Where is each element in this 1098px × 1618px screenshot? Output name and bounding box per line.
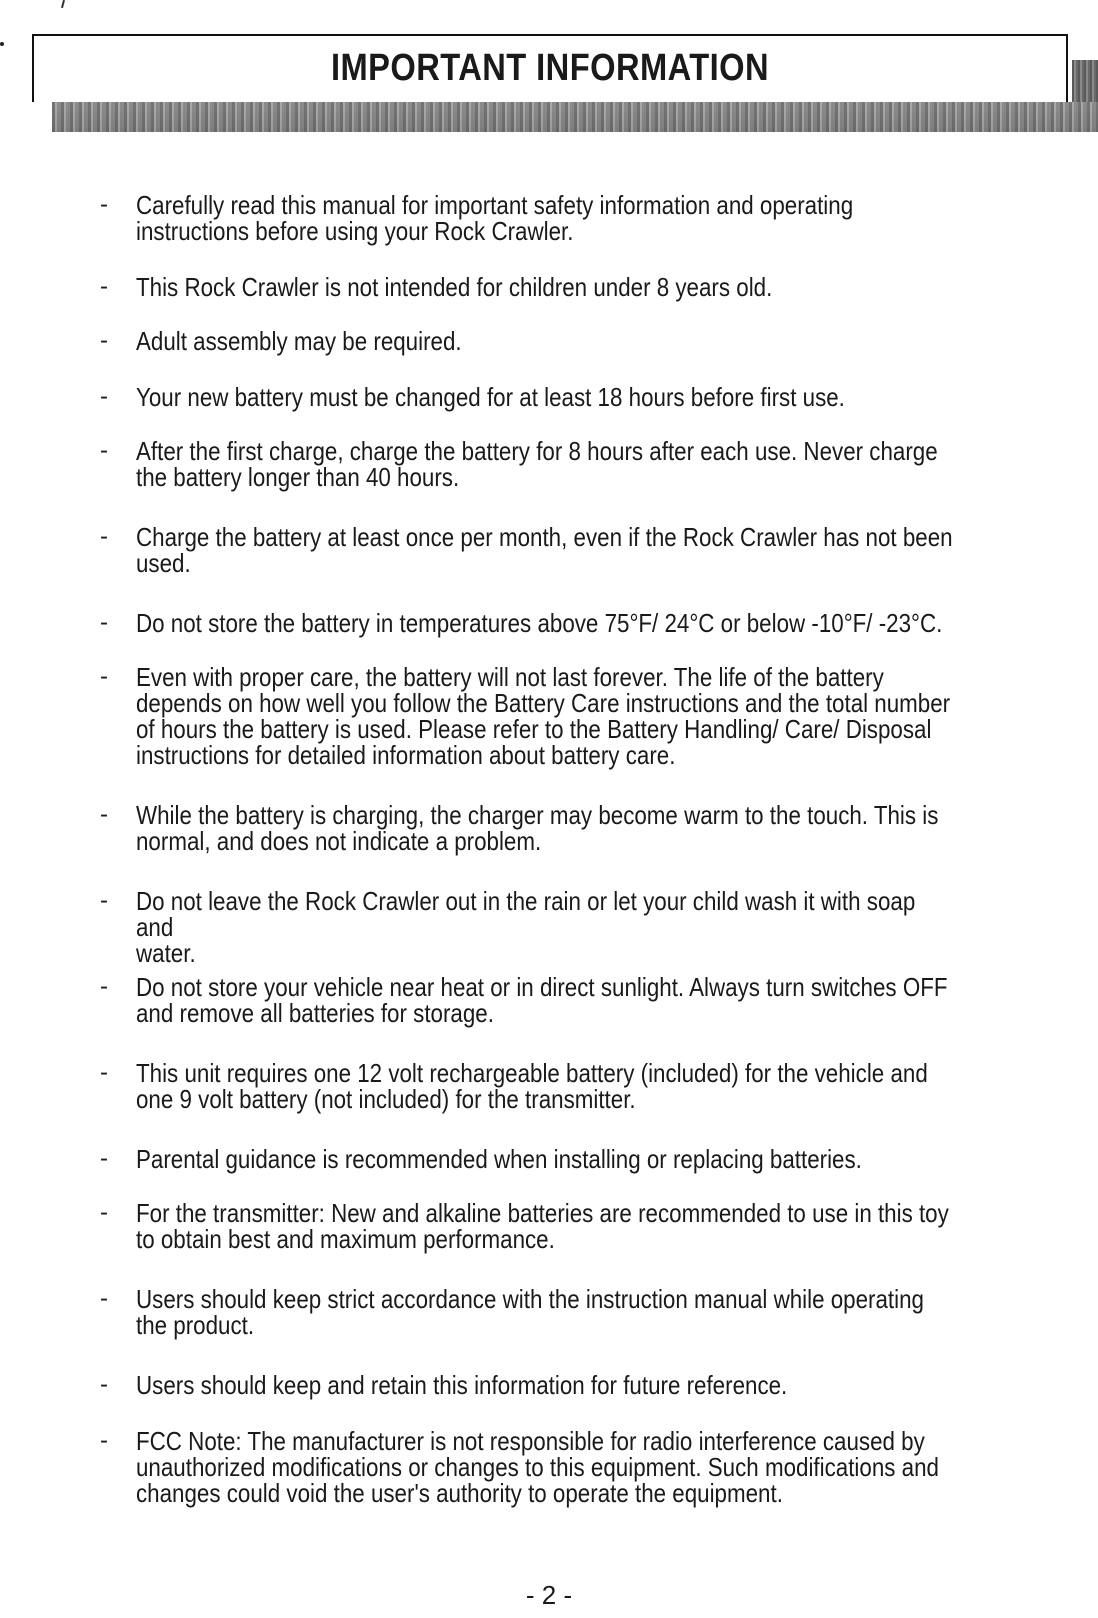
list-item (100, 438, 1090, 490)
page-title: IMPORTANT INFORMATION (330, 46, 770, 89)
bullet-dash: - (100, 327, 108, 354)
bullet-dash: - (100, 523, 108, 550)
list-item (100, 384, 1090, 410)
list-item (100, 1060, 1090, 1112)
header-shadow (52, 102, 1098, 132)
bullet-dash: - (100, 1371, 108, 1398)
list-item-text: After the first charge, charge the battery for 8 hours after each use. Never charge the battery longer than 40 hours. (136, 436, 938, 492)
list-item-text: Do not leave the Rock Crawler out in the rain or let your child wash it with soap and water. (136, 886, 916, 968)
list-item (100, 192, 1090, 244)
bullet-dash: - (100, 1427, 108, 1454)
list-item-text: Your new battery must be changed for at least 18 hours before first use. (136, 382, 845, 412)
list-item (100, 802, 1090, 854)
list-item (100, 1428, 1090, 1506)
list-item-text: Even with proper care, the battery will not last forever. The life of the battery depends on how well you follow the Battery Care instructions and the total number of hours the battery is used. Please refer to the Battery Handling/ Care/ Disposal instructions for detailed information about battery care. (136, 662, 951, 770)
list-item (100, 974, 1090, 1026)
list-item (100, 328, 1090, 354)
list-item (100, 1286, 1090, 1338)
page-number: - 2 - (525, 1580, 573, 1610)
list-item-text: Parental guidance is recommended when installing or replacing batteries. (136, 1144, 862, 1174)
list-item-text: Do not store your vehicle near heat or in direct sunlight. Always turn switches OFF and remove all batteries for storage. (136, 972, 948, 1028)
list-item-text: For the transmitter: New and alkaline batteries are recommended to use in this toy to obtain best and maximum performance. (136, 1198, 949, 1254)
list-item (100, 524, 1090, 576)
bullet-dash: - (100, 801, 108, 828)
bullet-dash: - (100, 1059, 108, 1086)
bullet-dash: - (100, 887, 108, 914)
bullet-dash: - (100, 1145, 108, 1172)
bullet-dash: - (100, 191, 108, 218)
bullet-dash: - (100, 437, 108, 464)
list-item (100, 1372, 1090, 1398)
list-item-text: This Rock Crawler is not intended for children under 8 years old. (136, 272, 773, 302)
bullet-dash: - (100, 1199, 108, 1226)
list-item-text: FCC Note: The manufacturer is not responsible for radio interference caused by unauthorized modifications or changes to this equipment. Such modifications and changes could void the user's authority to operate the equipment. (136, 1426, 939, 1508)
bullet-dash: - (100, 973, 108, 1000)
list-item-text: Do not store the battery in temperatures above 75°F/ 24°C or below -10°F/ -23°C. (136, 608, 943, 638)
list-item (100, 888, 1090, 966)
list-item-text: Users should keep and retain this information for future reference. (136, 1370, 788, 1400)
bullet-dash: - (100, 663, 108, 690)
list-item-text: Carefully read this manual for important safety information and operating instructions before using your Rock Crawler. (136, 190, 854, 246)
list-item-text: Charge the battery at least once per month, even if the Rock Crawler has not been used. (136, 522, 953, 578)
list-item-text: This unit requires one 12 volt rechargeable battery (included) for the vehicle and one 9 volt battery (not included) for the transmitter. (136, 1058, 928, 1114)
bullet-dash: - (100, 273, 108, 300)
list-item-text: Adult assembly may be required. (136, 326, 462, 356)
list-item (100, 610, 1090, 636)
list-item-text: Users should keep strict accordance with the instruction manual while operating the product. (136, 1284, 924, 1340)
list-item (100, 1146, 1090, 1172)
list-item (100, 1200, 1090, 1252)
stray-mark (0, 42, 4, 46)
list-item-text: While the battery is charging, the charger may become warm to the touch. This is normal, and does not indicate a problem. (136, 800, 939, 856)
bullet-dash: - (100, 383, 108, 410)
bullet-dash: - (100, 609, 108, 636)
list-item (100, 664, 1090, 768)
list-item (100, 274, 1090, 300)
bullet-dash: - (100, 1285, 108, 1312)
stray-mark (61, 0, 65, 8)
